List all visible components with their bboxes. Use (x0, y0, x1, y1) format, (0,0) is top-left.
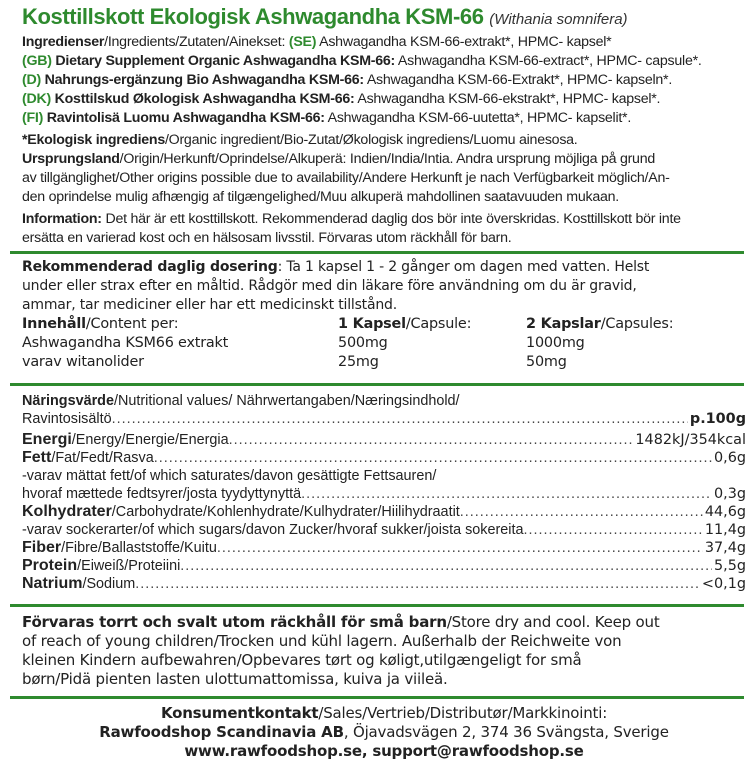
lang-code-gb: (GB) (22, 53, 52, 69)
nutrition-row (22, 575, 746, 593)
content-row (22, 334, 746, 353)
one-capsule-label: 1 Kapsel (338, 316, 406, 332)
nutrition-row (22, 521, 746, 539)
company-name: Rawfoodshop Scandinavia AB (99, 723, 344, 741)
dosage-line-2: under eller strax efter en måltid. Rådgör med din läkare före användning om du är gravid, (22, 278, 637, 294)
organic-note (22, 131, 746, 150)
storage-section (22, 607, 746, 689)
nutrient-name: Protein (22, 557, 78, 574)
nutrient-name: Energi (22, 431, 72, 448)
nutrition-row (22, 467, 746, 485)
ingredients-section (22, 33, 746, 128)
storage-line-1 (22, 613, 746, 632)
ingredients-se (22, 33, 746, 52)
nutrient-translations: /Eiweiß/Proteiini (77, 558, 181, 574)
ingredients-gb (22, 52, 746, 71)
ingredients-dk (22, 90, 746, 109)
ingredients-text-gb: Ashwagandha KSM-66-extract*, HPMC- capsule*. (395, 53, 702, 69)
storage-line-4: børn/Pidä pienten lasten ulottumattomissa, kuiva ja viileä. (22, 670, 448, 688)
information-line-2: ersätta en varierad kost och en hälsosam livsstil. Förvaras utom räckhåll för barn. (22, 230, 512, 246)
nutrient-value: 0,3g (713, 486, 746, 502)
nutrient-translations: /Fat/Fedt/Rasva (51, 450, 154, 466)
nutrient-value: 37,4g (704, 540, 746, 556)
nutrient-name: Kolhydrater (22, 503, 112, 520)
contact-line-3: www.rawfoodshop.se, support@rawfoodshop.se (184, 742, 584, 760)
product-title-main: Kosttillskott Ekologisk Ashwagandha KSM-66 (22, 4, 484, 29)
storage-line-3: kleinen Kindern aufbewahren/Opbevares tørt og køligt,utilgængeligt for små (22, 651, 582, 669)
product-latin-name: (Withania somnifera) (489, 11, 628, 28)
nutrition-per-row (22, 410, 746, 428)
information-label: Information: (22, 211, 102, 227)
dosage-line-3: ammar, tar mediciner eller har ett medicinskt tillstånd. (22, 297, 397, 313)
nutrient-value: 5,5g (713, 558, 746, 574)
nutrition-row (22, 539, 746, 557)
dosage-section (22, 254, 746, 372)
lang-code-de: (D) (22, 72, 41, 88)
two-capsules-label: 2 Kapslar (526, 316, 601, 332)
nutrient-value: 11,4g (704, 522, 746, 538)
nutrition-section (22, 386, 746, 593)
content-label: Innehåll (22, 316, 86, 332)
nutrient-translations: /Energy/Energie/Energia (71, 432, 229, 448)
origin-line-1 (22, 150, 746, 169)
lang-code-se: (SE) (288, 34, 317, 50)
content-row-name: varav witanolider (22, 354, 144, 370)
website-link[interactable]: www.rawfoodshop.se (184, 742, 362, 760)
information-line-1 (22, 210, 746, 229)
content-row-one: 500mg (338, 335, 388, 351)
origin-label: Ursprungsland (22, 151, 120, 167)
lang-code-dk: (DK) (22, 91, 51, 107)
nutrition-row (22, 449, 746, 467)
dosage-label: Rekommenderad daglig dosering (22, 259, 278, 275)
origin-line-3: den oprindelse mulig afhængig af tilgængelighed/Muu alkuperä mahdollinen saatavuuden mukaan. (22, 189, 619, 205)
ingredients-fi (22, 109, 746, 128)
nutrition-translation-fi: Ravintosisältö (22, 411, 112, 427)
nutrient-name: Fett (22, 449, 52, 466)
ingredients-text-dk: Ashwagandha KSM-66-ekstrakt*, HPMC- kapsel*. (354, 91, 661, 107)
nutrition-per-100g: p.100g (689, 411, 746, 427)
nutrient-value: 0,6g (713, 450, 746, 466)
lang-code-fi: (FI) (22, 110, 44, 126)
two-capsules-translation: /Capsules: (600, 316, 674, 332)
ingredients-translations: /Ingredients/Zutaten/Ainekset: (104, 34, 289, 50)
nutrition-label: Näringsvärde (22, 393, 114, 409)
nutrient-value: 44,6g (704, 504, 746, 520)
storage-label: Förvaras torrt och svalt utom räckhåll för små barn (22, 613, 447, 631)
storage-line-2: of reach of young children/Trocken und kühl lagern. Außerhalb der Reichweite von (22, 632, 622, 650)
organic-label: *Ekologisk ingrediens (22, 132, 165, 148)
nutrition-row (22, 557, 746, 575)
nutrition-row (22, 503, 746, 521)
ingredients-de (22, 71, 746, 90)
contact-roles: /Sales/Vertrieb/Distributør/Markkinointi: (318, 704, 608, 722)
product-name-dk: Kosttilskud Økologisk Ashwagandha KSM-66: (50, 91, 355, 107)
content-row-name: Ashwagandha KSM66 extrakt (22, 335, 229, 351)
nutrition-header (22, 392, 746, 410)
nutrient-translations: hvoraf mættede fedtsyrer/josta tyydyttynyttä (22, 486, 302, 502)
information-text-1: Det här är ett kosttillskott. Rekommenderad daglig dos bör inte överskridas. Kosttillskott bör inte (101, 211, 681, 227)
product-name-fi: Ravintolisä Luomu Ashwagandha KSM-66: (43, 110, 325, 126)
contact-line-1 (22, 704, 746, 723)
ingredients-text-se: Ashwagandha KSM-66-extrakt*, HPMC- kapsel* (316, 34, 612, 50)
nutrient-translations: -varav sockerarter/of which sugars/davon Zucker/hvoraf sukker/joista sokereita (22, 522, 524, 538)
nutrient-value: 1482kJ/354kcal (635, 432, 746, 448)
nutrition-table (22, 431, 746, 593)
nutrient-name: Fiber (22, 539, 62, 556)
nutrition-row (22, 431, 746, 449)
origin-text-1: /Origin/Herkunft/Oprindelse/Alkuperä: Indien/India/Intia. Andra ursprung möjliga på grund (119, 151, 655, 167)
nutrition-row (22, 485, 746, 503)
contact-line-2 (22, 723, 746, 742)
one-capsule-translation: /Capsule: (405, 316, 472, 332)
ingredients-label: Ingredienser (22, 34, 105, 50)
ingredients-text-de: Ashwagandha KSM-66-Extrakt*, HPMC- kapseln*. (363, 72, 673, 88)
content-row (22, 353, 746, 372)
product-title (22, 4, 746, 33)
company-address: , Öjavadsvägen 2, 374 36 Svängsta, Sverige (343, 723, 669, 741)
ingredients-text-fi: Ashwagandha KSM-66-uutetta*, HPMC- kapselit*. (324, 110, 632, 126)
product-name-gb: Dietary Supplement Organic Ashwagandha KSM-66: (51, 53, 396, 69)
storage-text-1: /Store dry and cool. Keep out (446, 613, 660, 631)
content-row-two: 1000mg (526, 335, 585, 351)
dosage-text-1: : Ta 1 kapsel 1 - 2 gånger om dagen med vatten. Helst (277, 259, 650, 275)
email-link[interactable]: support@rawfoodshop.se (372, 742, 584, 760)
contact-label: Konsumentkontakt (160, 704, 319, 722)
dosage-line-1 (22, 258, 746, 277)
content-header-row (22, 315, 746, 334)
origin-line-2: av tillgänglighet/Other origins possible due to availability/Andere Herkunft je nach Verfügbarkeit möglich/An- (22, 170, 670, 186)
nutrition-translations: /Nutritional values/ Nährwertangaben/Næringsindhold/ (113, 393, 460, 409)
organic-text: /Organic ingredient/Bio-Zutat/Økologisk ingrediens/Luomu ainesosa. (164, 132, 578, 148)
nutrient-name: Natrium (22, 575, 83, 592)
contact-section (22, 699, 746, 761)
product-name-de: Nahrungs-ergänzung Bio Ashwagandha KSM-66: (40, 72, 364, 88)
nutrient-value: <0,1g (701, 576, 746, 592)
nutrient-translations: /Sodium (82, 576, 136, 592)
nutrient-translations: /Fibre/Ballaststoffe/Kuitu (61, 540, 217, 556)
content-per: /Content per: (85, 316, 179, 332)
nutrient-translations: -varav mättat fett/of which saturates/davon gesättigte Fettsauren/ (22, 468, 437, 484)
nutrient-translations: /Carbohydrate/Kohlenhydrate/Kulhydrater/Hiilihydraatit (111, 504, 460, 520)
content-row-one: 25mg (338, 354, 379, 370)
content-row-two: 50mg (526, 354, 567, 370)
